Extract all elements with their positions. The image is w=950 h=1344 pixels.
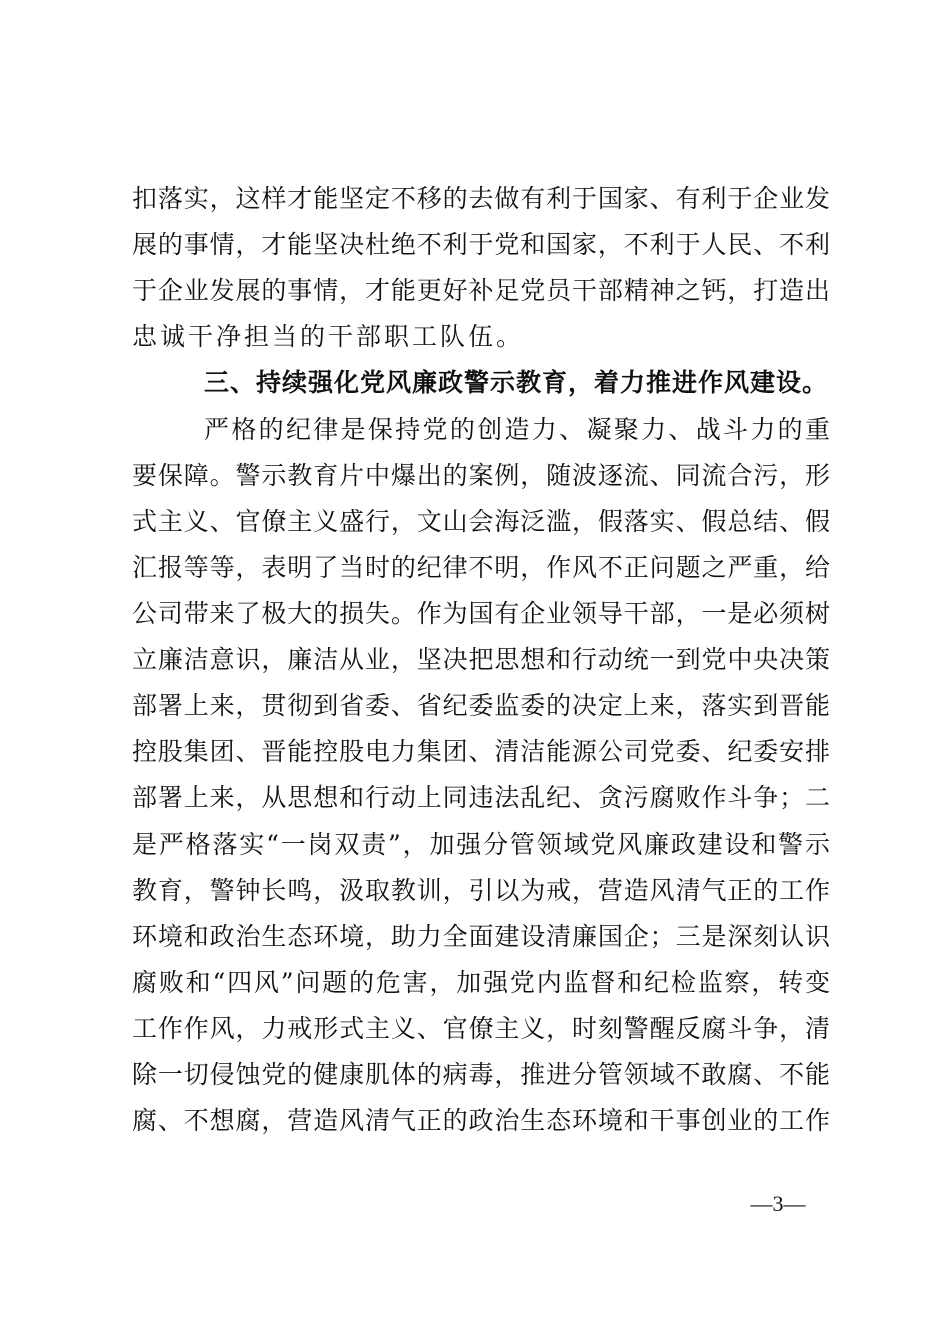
text-line: 展的事情，才能坚决杜绝不利于党和国家，不利于人民、不利 bbox=[132, 230, 830, 260]
text-line: 部署上来，贯彻到省委、省纪委监委的决定上来，落实到晋能 bbox=[132, 691, 830, 721]
text-line: 严格的纪律是保持党的创造力、凝聚力、战斗力的重 bbox=[204, 414, 830, 444]
text-line: 扣落实，这样才能坚定不移的去做有利于国家、有利于企业发 bbox=[132, 184, 830, 213]
text-line: 式主义、官僚主义盛行，文山会海泛滥，假落实、假总结、假 bbox=[132, 506, 830, 536]
text-line: 环境和政治生态环境，助力全面建设清廉国企；三是深刻认识 bbox=[132, 921, 830, 951]
text-line: 是严格落实“一岗双责”，加强分管领域党风廉政建设和警示 bbox=[132, 829, 830, 859]
page-number: —3— bbox=[750, 1191, 806, 1216]
text-line: 工作作风，力戒形式主义、官僚主义，时刻警醒反腐斗争，清 bbox=[132, 1013, 830, 1043]
text-line: 教育，警钟长鸣，汲取教训，引以为戒，营造风清气正的工作 bbox=[132, 875, 830, 905]
text-line: 汇报等等，表明了当时的纪律不明，作风不正问题之严重，给 bbox=[132, 552, 830, 582]
text-line: 于企业发展的事情，才能更好补足党员干部精神之钙，打造出 bbox=[132, 276, 830, 306]
section-heading: 三、持续强化党风廉政警示教育，着力推进作风建设。 bbox=[204, 368, 829, 398]
text-line: 腐、不想腐，营造风清气正的政治生态环境和干事创业的工作 bbox=[132, 1106, 830, 1136]
text-line: 腐败和“四风”问题的危害，加强党内监督和纪检监察，转变 bbox=[132, 967, 830, 997]
text-line: 公司带来了极大的损失。作为国有企业领导干部，一是必须树 bbox=[132, 598, 830, 628]
text-line: 要保障。警示教育片中爆出的案例，随波逐流、同流合污，形 bbox=[132, 460, 830, 490]
text-line: 部署上来，从思想和行动上同违法乱纪、贪污腐败作斗争；二 bbox=[132, 783, 830, 813]
text-line: 控股集团、晋能控股电力集团、清洁能源公司党委、纪委安排 bbox=[132, 737, 830, 767]
text-line: 除一切侵蚀党的健康肌体的病毒，推进分管领域不敢腐、不能 bbox=[132, 1060, 830, 1090]
text-line: 忠诚干净担当的干部职工队伍。 bbox=[132, 322, 525, 352]
text-line: 立廉洁意识，廉洁从业，坚决把思想和行动统一到党中央决策 bbox=[132, 645, 830, 675]
body-text bbox=[132, 176, 830, 1144]
